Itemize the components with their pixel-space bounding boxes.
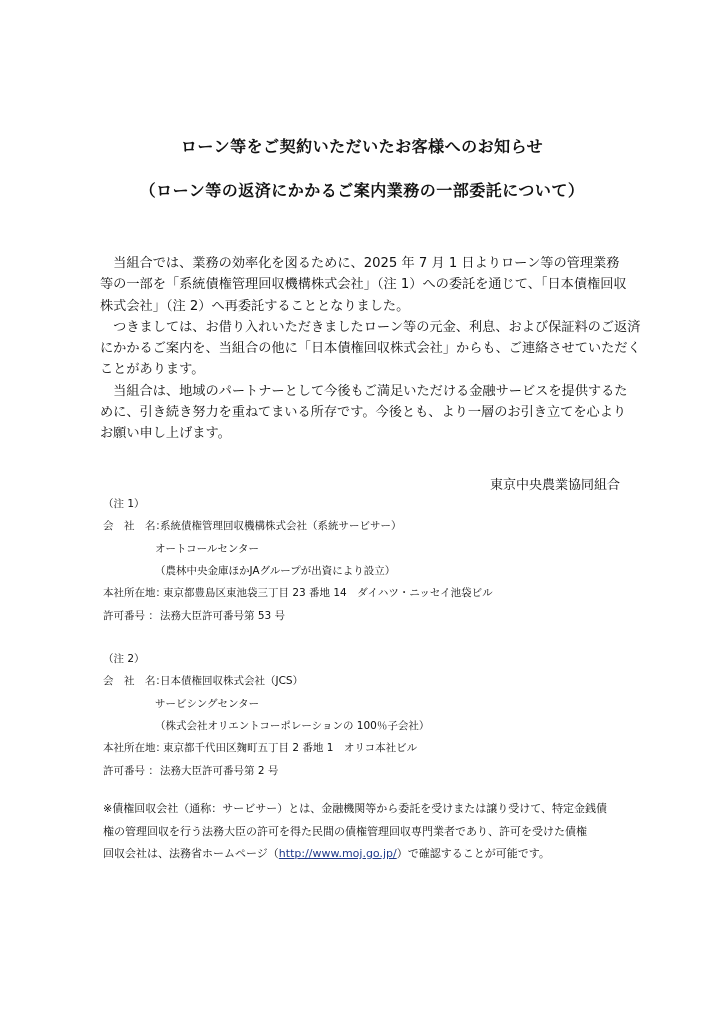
- footer-note-line: [103, 847, 550, 861]
- footer-note-line: 権の管理回収を行う法務大臣の許可を得た民間の債権管理回収専門業者であり、許可を受けた債権: [103, 825, 587, 838]
- footer-text-after-link: ）で確認することが可能です。: [396, 847, 550, 860]
- note2-address-label: 本社所在地：: [103, 742, 166, 754]
- note1-heading: （注 1）: [103, 498, 145, 510]
- document-subtitle: （ローン等の返済にかかるご案内業務の一部委託について）: [139, 181, 585, 200]
- moj-website-link[interactable]: http://www.moj.go.jp/: [278, 847, 397, 860]
- footer-text-before-link: 回収会社は、法務省ホームページ（: [103, 847, 279, 860]
- note1-address: 東京都豊島区東池袋三丁目 23 番地 14 ダイハツ・ニッセイ池袋ビル: [163, 587, 493, 599]
- note2-center-name: サービシングセンター: [155, 698, 260, 710]
- note2-company-note: （株式会社オリエントコーポレーションの 100％子会社）: [155, 720, 430, 732]
- signature-organization: 東京中央農業協同組合: [489, 478, 620, 493]
- note1-company-note: （農林中央金庫ほかJAグループが出資により設立）: [155, 565, 396, 577]
- note1-license: 法務大臣許可番号第 53 号: [160, 610, 286, 622]
- body-paragraphs: [100, 253, 641, 445]
- note1-company-label: 会 社 名：: [103, 520, 166, 532]
- note2-address: 東京都千代田区麹町五丁目 2 番地 1 オリコ本社ビル: [163, 742, 418, 754]
- note2-company-name: 日本債権回収株式会社（JCS）: [160, 675, 304, 687]
- note2-license: 法務大臣許可番号第 2 号: [160, 765, 279, 777]
- body-line: 等の一部を「系統債権管理回収機構株式会社」（注 1）への委託を通じて、「日本債権回収: [100, 277, 627, 293]
- note1-company-name: 系統債権管理回収機構株式会社（系統サービサー）: [160, 520, 402, 532]
- body-line: めに、引き続き努力を重ねてまいる所存です。今後とも、より一層のお引き立てを心より: [100, 405, 627, 421]
- body-line: 株式会社」（注 2）へ再委託することとなりました。: [100, 298, 410, 314]
- note2-company-label: 会 社 名：: [103, 675, 166, 687]
- note2-heading: （注 2）: [103, 653, 145, 665]
- body-line: お願い申し上げます。: [100, 426, 231, 442]
- footer-note-line: ※債権回収会社（通称：サービサー）とは、金融機関等から委託を受けまたは譲り受けて、特定金銭債: [103, 802, 607, 815]
- body-line: 当組合は、地域のパートナーとして今後もご満足いただける金融サービスを提供するた: [100, 383, 628, 399]
- body-line: にかかるご案内を、当組合の他に「日本債権回収株式会社」からも、ご連絡させていただく: [100, 341, 641, 357]
- note1-center-name: オートコールセンター: [155, 543, 259, 555]
- note2-license-label: 許可番号 ：: [103, 765, 159, 777]
- body-line: つきましては、お借り入れいただきましたローン等の元金、利息、および保証料のご返済: [100, 319, 641, 335]
- body-line: ことがあります。: [100, 362, 205, 378]
- note1-address-label: 本社所在地：: [103, 587, 166, 599]
- body-line: 当組合では、業務の効率化を図るために、2025 年 7 月 1 日よりローン等の管理業務: [100, 256, 620, 271]
- note1-license-label: 許可番号 ：: [103, 610, 159, 622]
- document-title: ローン等をご契約いただいたお客様へのお知らせ: [180, 137, 544, 156]
